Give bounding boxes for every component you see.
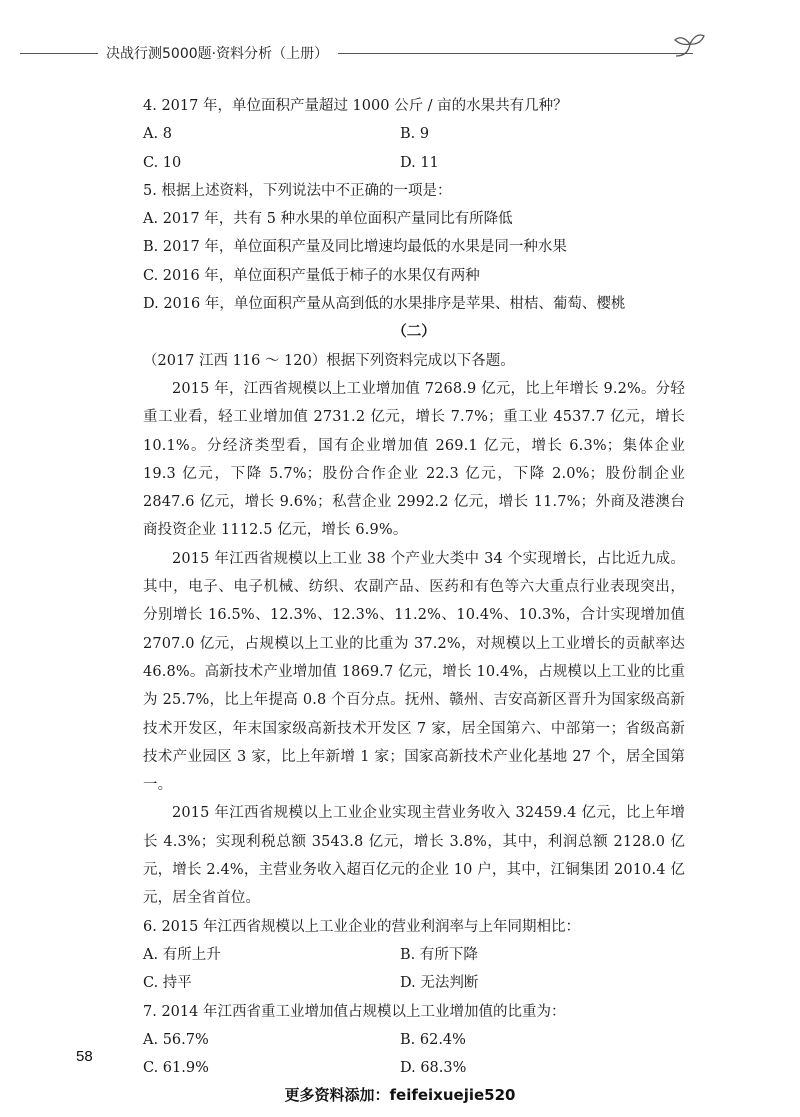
question-5-stem: 5. 根据上述资料，下列说法中不正确的一项是： — [143, 182, 452, 199]
question-7-options-row-2 — [143, 1054, 685, 1082]
section-title: （二） — [392, 323, 436, 341]
question-6-options-row-1 — [143, 941, 685, 969]
material-paragraph-3: 2015 年江西省规模以上工业企业实现主营业务收入 32459.4 亿元，比上年增长 4.3%；实现利税总额 3543.8 亿元，增长 3.8%，其中，利润总额 2128.0 亿元，增长 2.4%，主营业务收入超百亿元的企业 10 户，其中，江铜集团 2010.4 亿元，居全省首位。 — [143, 805, 685, 907]
option-b[interactable]: B. 62.4% — [400, 1031, 466, 1048]
sprout-icon — [672, 30, 706, 60]
option-c[interactable]: C. 2016 年，单位面积产量低于柿子的水果仅有两种 — [143, 267, 480, 284]
option-b[interactable]: B. 有所下降 — [400, 946, 478, 963]
option-b[interactable]: B. 9 — [400, 126, 430, 143]
option-d[interactable]: D. 无法判断 — [400, 975, 479, 992]
question-6-options-row-2 — [143, 969, 685, 997]
option-d[interactable]: D. 68.3% — [400, 1060, 467, 1077]
question-6-stem: 6. 2015 年江西省规模以上工业企业的营业利润率与上年同期相比： — [143, 918, 580, 935]
page-number: 58 — [76, 1048, 93, 1065]
page-content — [143, 92, 685, 1082]
footer-note: 更多资料添加：feifeixuejie520 — [284, 1086, 516, 1104]
option-c[interactable]: C. 61.9% — [143, 1060, 209, 1077]
question-4-options-row-2 — [143, 149, 685, 177]
question-4-options-row-1 — [143, 120, 685, 148]
question-7-options-row-1 — [143, 1026, 685, 1054]
option-c[interactable]: C. 10 — [143, 154, 182, 171]
option-a[interactable]: A. 56.7% — [143, 1031, 209, 1048]
option-d[interactable]: D. 11 — [400, 154, 439, 171]
header-rule-left — [20, 53, 98, 54]
section-source: （2017 江西 116 ～ 120）根据下列资料完成以下各题。 — [143, 352, 515, 369]
option-d[interactable]: D. 2016 年，单位面积产量从高到低的水果排序是苹果、柑桔、葡萄、樱桃 — [143, 296, 626, 313]
question-4-stem: 4. 2017 年，单位面积产量超过 1000 公斤 / 亩的水果共有几种？ — [143, 98, 568, 114]
header-rule-right — [338, 53, 693, 54]
material-paragraph-2: 2015 年江西省规模以上工业 38 个产业大类中 34 个实现增长，占比近九成。其中，电子、电子机械、纺织、农副产品、医药和有色等六大重点行业表现突出，分别增长 16.5%、12.3%、12.3%、11.2%、10.4%、10.3%，合计实现增加值 2707.0 亿元，占规模以上工业的比重为 37.2%，对规模以上工业增长的贡献率达 46.8%。高新技术产业增加值 1869.7 亿元，增长 10.4%，占规模以上工业的比重为 25.7%，比上年提高 0.8 个百分点。抚州、赣州、吉安高新区晋升为国家级高新技术开发区，年末国家级高新技术开发区 7 家，居全国第六、中部第一；省级高新技术产业园区 3 家，比上年新增 1 家；国家高新技术产业化基地 27 个，居全国第一。 — [143, 550, 685, 794]
option-a[interactable]: A. 2017 年，共有 5 种水果的单位面积产量同比有所降低 — [143, 211, 513, 228]
option-a[interactable]: A. 8 — [143, 126, 172, 143]
book-title: 决战行测5000题·资料分析（上册） — [106, 46, 329, 62]
option-c[interactable]: C. 持平 — [143, 975, 192, 992]
question-7-stem: 7. 2014 年江西省重工业增加值占规模以上工业增加值的比重为： — [143, 1003, 566, 1020]
option-a[interactable]: A. 有所上升 — [143, 946, 221, 963]
option-b[interactable]: B. 2017 年，单位面积产量及同比增速均最低的水果是同一种水果 — [143, 239, 567, 256]
running-header — [20, 44, 700, 64]
material-paragraph-1: 2015 年，江西省规模以上工业增加值 7268.9 亿元，比上年增长 9.2%。分轻重工业看，轻工业增加值 2731.2 亿元，增长 7.7%；重工业 4537.7 亿元，增长 10.1%。分经济类型看，国有企业增加值 269.1 亿元，增长 6.3%；集体企业 19.3 亿元，下降 5.7%；股份合作企业 22.3 亿元，下降 2.0%；股份制企业 2847.6 亿元，增长 9.6%；私营企业 2992.2 亿元，增长 11.7%；外商及港澳台商投资企业 1112.5 亿元，增长 6.9%。 — [143, 380, 685, 539]
